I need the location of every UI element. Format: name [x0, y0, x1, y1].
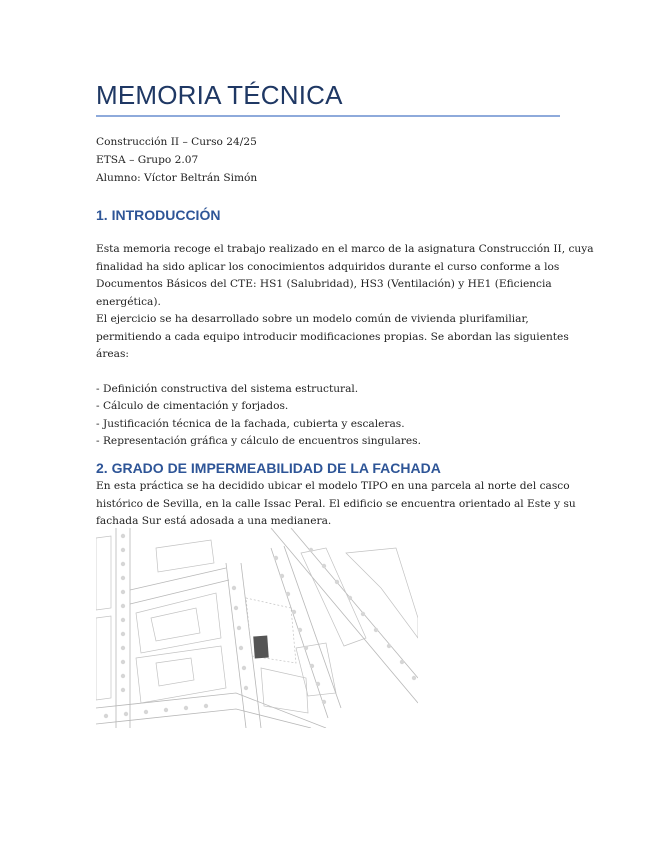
list-item: - Cálculo de cimentación y forjados. [96, 400, 289, 412]
text-line: fachada Sur está adosada a una medianera. [96, 515, 332, 527]
text-line: Documentos Básicos del CTE: HS1 (Salubridad), HS3 (Ventilación) y HE1 (Eficiencia [96, 278, 552, 290]
text-line: Esta memoria recoge el trabajo realizado en el marco de la asignatura Construcción II, cuya [96, 243, 594, 255]
page-title: MEMORIA TÉCNICA [96, 80, 343, 110]
site-location-map [96, 528, 418, 728]
text-line: En esta práctica se ha decidido ubicar el modelo TIPO en una parcela al norte del casco [96, 480, 570, 492]
meta-course: Construcción II – Curso 24/25 [96, 136, 257, 148]
site-parcel-marker [253, 636, 269, 659]
meta-student: Alumno: Víctor Beltrán Simón [96, 172, 258, 184]
text-line: permitiendo a cada equipo introducir modificaciones propias. Se abordan las siguientes [96, 330, 569, 343]
title-underline [96, 115, 560, 117]
text-line: energética). [96, 295, 161, 308]
text-line: áreas: [96, 348, 129, 360]
list-item: - Justificación técnica de la fachada, cubierta y escaleras. [96, 417, 405, 430]
meta-group: ETSA – Grupo 2.07 [96, 154, 199, 166]
text-line: El ejercicio se ha desarrollado sobre un modelo común de vivienda plurifamiliar, [96, 313, 529, 325]
section-impermeabilidad-body [96, 478, 576, 531]
text-line: finalidad ha sido aplicar los conocimientos adquiridos durante el curso conforme a los [96, 260, 560, 273]
blank-line [96, 364, 551, 381]
list-item: - Definición constructiva del sistema estructural. [96, 382, 359, 395]
section-heading-impermeabilidad: 2. GRADO DE IMPERMEABILIDAD DE LA FACHADA [96, 460, 441, 476]
document-meta [96, 133, 257, 187]
text-line: histórico de Sevilla, en la calle Issac Peral. El edificio se encuentra orientado al Este y su [96, 497, 576, 510]
section-introduccion-body [96, 241, 594, 451]
section-heading-introduccion: 1. INTRODUCCIÓN [96, 207, 221, 223]
list-item: - Representación gráfica y cálculo de encuentros singulares. [96, 435, 421, 447]
